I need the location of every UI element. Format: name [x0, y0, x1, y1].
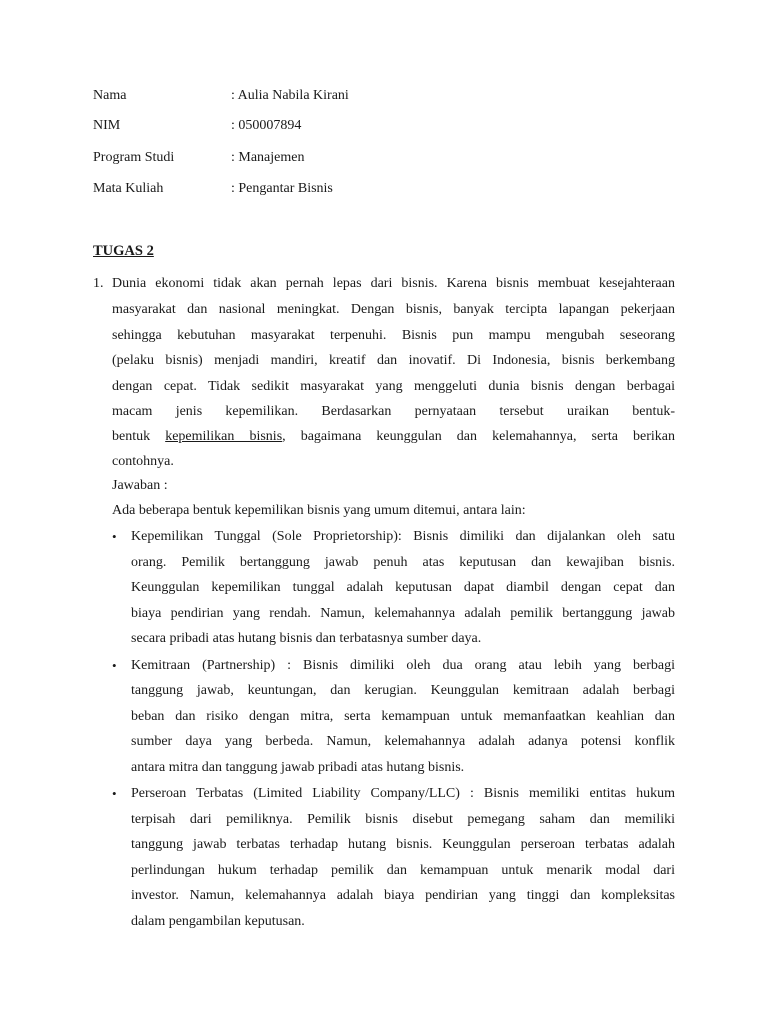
- bullet-line: antara mitra dan tanggung jawab pribadi atas hutang bisnis.: [131, 760, 465, 775]
- question-line: (pelaku bisnis) menjadi mandiri, kreatif dan inovatif. Di Indonesia, bisnis berkembang: [112, 353, 675, 368]
- bullet-line: perlindungan hukum terhadap pemilik dan kemampuan untuk menarik modal dari: [131, 863, 675, 878]
- bullet-line: dalam pengambilan keputusan.: [131, 914, 305, 929]
- bullet-line: terpisah dari pemiliknya. Pemilik bisnis disebut pemegang saham dan memiliki: [131, 812, 675, 827]
- bullet-line: Perseroan Terbatas (Limited Liability Company/LLC) : Bisnis memiliki entitas hukum: [131, 786, 675, 801]
- bullet-line: tanggung jawab terbatas terhadap hutang bisnis. Keunggulan perseroan terbatas adalah: [131, 837, 675, 852]
- question-line: macam jenis kepemilikan. Berdasarkan pernyataan tersebut uraikan bentuk-: [112, 404, 675, 419]
- answer-intro: Ada beberapa bentuk kepemilikan bisnis yang umum ditemui, antara lain:: [112, 503, 526, 518]
- bullet-line: beban dan risiko dengan mitra, serta kemampuan untuk memanfaatkan keahlian dan: [131, 709, 675, 724]
- identity-label: Program Studi: [93, 150, 175, 165]
- question-line: masyarakat dan nasional meningkat. Dengan bisnis, banyak tercipta lapangan pekerjaan: [112, 302, 675, 317]
- identity-label: NIM: [93, 118, 121, 133]
- bullet-line: sumber daya yang berbeda. Namun, kelemahannya adalah adanya potensi konflik: [131, 734, 675, 749]
- question-line: [112, 427, 675, 447]
- question-text: , bagaimana keunggulan dan kelemahannya, serta berikan: [282, 429, 675, 444]
- identity-label: Mata Kuliah: [93, 181, 164, 196]
- answer-label: Jawaban :: [112, 478, 168, 493]
- identity-value: : Aulia Nabila Kirani: [231, 88, 349, 103]
- identity-value: : Manajemen: [231, 150, 305, 165]
- bullet-line: biaya pendirian yang rendah. Namun, kelemahannya adalah pemilik bertanggung jawab: [131, 606, 675, 621]
- question-text: bentuk: [112, 429, 166, 444]
- bullet-icon: •: [112, 658, 117, 673]
- question-line: sehingga kebutuhan masyarakat terpenuhi. Bisnis pun mampu mengubah seseorang: [112, 328, 675, 343]
- bullet-icon: •: [112, 529, 117, 544]
- bullet-line: Keunggulan kepemilikan tunggal adalah keputusan dapat diambil dengan cepat dan: [131, 580, 675, 595]
- question-number: 1.: [93, 276, 104, 291]
- bullet-line: secara pribadi atas hutang bisnis dan terbatasnya sumber daya.: [131, 631, 482, 646]
- bullet-line: tanggung jawab, keuntungan, dan kerugian. Keunggulan kemitraan adalah berbagi: [131, 683, 675, 698]
- identity-value: : Pengantar Bisnis: [231, 181, 333, 196]
- identity-label: Nama: [93, 88, 127, 103]
- identity-value: : 050007894: [231, 118, 302, 133]
- question-line: Dunia ekonomi tidak akan pernah lepas dari bisnis. Karena bisnis membuat kesejahteraan: [112, 276, 675, 291]
- question-line: contohnya.: [112, 454, 174, 469]
- bullet-line: orang. Pemilik bertanggung jawab penuh atas keputusan dan kewajiban bisnis.: [131, 555, 675, 570]
- bullet-line: Kemitraan (Partnership) : Bisnis dimiliki oleh dua orang atau lebih yang berbagi: [131, 658, 675, 673]
- underlined-term: kepemilikan bisnis: [165, 429, 283, 444]
- assignment-heading: TUGAS 2: [93, 243, 154, 259]
- question-line: dengan cepat. Tidak sedikit masyarakat yang menggeluti dunia bisnis dengan berbagai: [112, 379, 675, 394]
- bullet-line: Kepemilikan Tunggal (Sole Proprietorship): Bisnis dimiliki dan dijalankan oleh satu: [131, 529, 675, 544]
- bullet-icon: •: [112, 786, 117, 801]
- bullet-line: investor. Namun, kelemahannya adalah biaya pendirian yang tinggi dan kompleksitas: [131, 888, 675, 903]
